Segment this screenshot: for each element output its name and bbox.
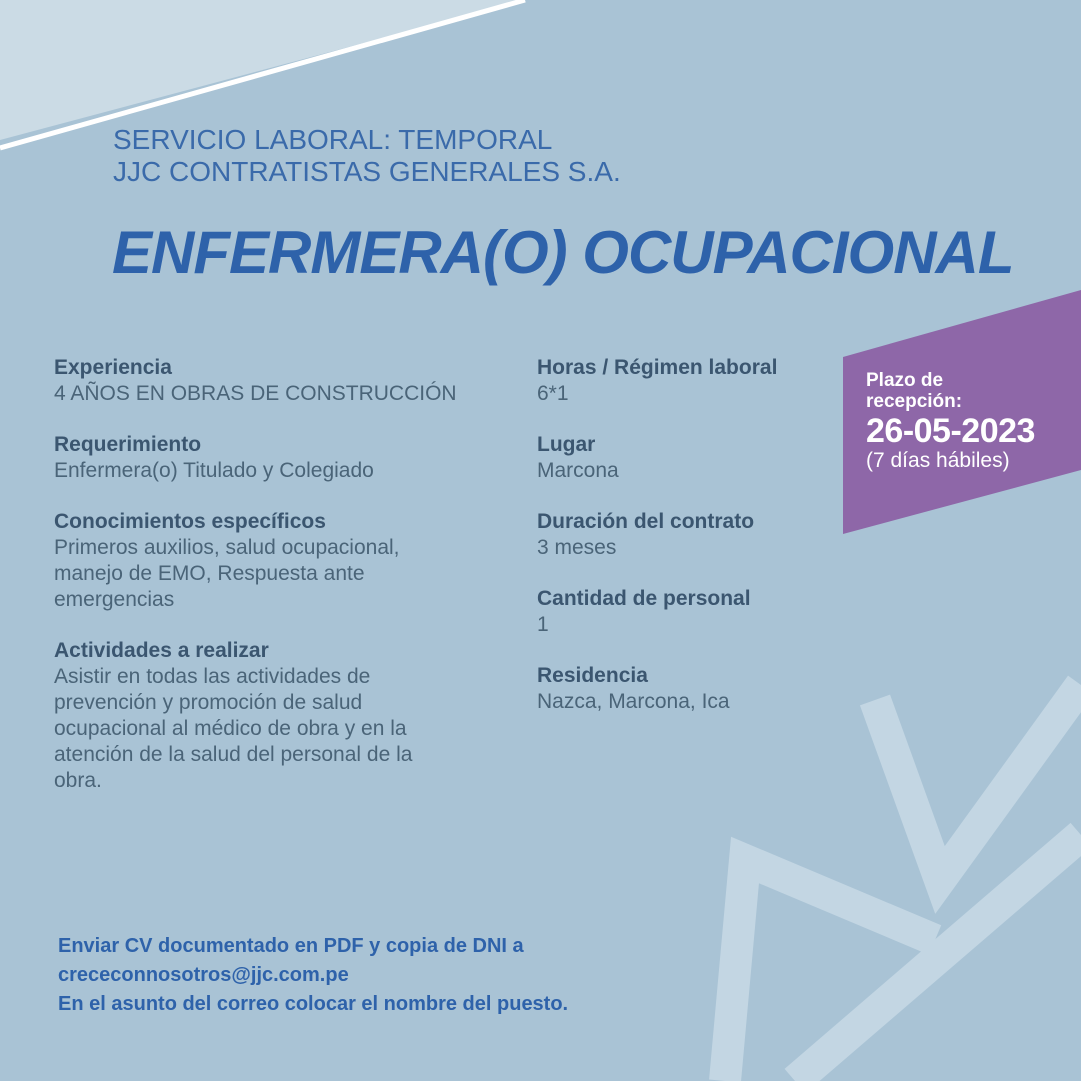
field-lugar — [537, 432, 827, 484]
right-column — [537, 355, 827, 740]
field-actividades — [54, 638, 484, 794]
field-value: 3 meses — [537, 536, 617, 559]
field-residencia — [537, 663, 827, 715]
cross-watermark-icon — [725, 685, 1081, 1081]
field-conocimientos — [54, 509, 484, 613]
field-label: Requerimiento — [54, 433, 202, 456]
field-label: Duración del contrato — [537, 510, 755, 533]
deadline-note: (7 días hábiles) — [866, 449, 1010, 472]
field-horas — [537, 355, 827, 407]
field-value: Nazca, Marcona, Ica — [537, 690, 730, 713]
deadline-badge — [866, 370, 1035, 473]
header — [113, 124, 621, 188]
left-column — [54, 355, 484, 819]
footer-line-subject: En el asunto del correo colocar el nombre del puesto. — [58, 993, 569, 1015]
field-value: 6*1 — [537, 382, 569, 405]
field-label: Conocimientos específicos — [54, 510, 326, 533]
field-label: Horas / Régimen laboral — [537, 356, 778, 379]
field-value: Marcona — [537, 459, 619, 482]
field-label: Experiencia — [54, 356, 172, 379]
field-value: Primeros auxilios, salud ocupacional, manejo de EMO, Respuesta ante emergencias — [54, 536, 400, 611]
contact-email-link[interactable]: crececonnosotros@jjc.com.pe — [58, 964, 349, 986]
field-label: Residencia — [537, 664, 648, 687]
field-duracion — [537, 509, 827, 561]
field-label: Cantidad de personal — [537, 587, 751, 610]
field-value: 4 AÑOS EN OBRAS DE CONSTRUCCIÓN — [54, 382, 457, 405]
field-label: Actividades a realizar — [54, 639, 269, 662]
field-value: Asistir en todas las actividades de prevención y promoción de salud ocupacional al médico de obra y en la atención de la salud del personal de la obra. — [54, 665, 413, 792]
service-type: SERVICIO LABORAL: TEMPORAL — [113, 124, 553, 155]
field-value: Enfermera(o) Titulado y Colegiado — [54, 459, 374, 482]
field-cantidad — [537, 586, 827, 638]
page-title: ENFERMERA(O) OCUPACIONAL — [112, 219, 1014, 286]
field-requerimiento — [54, 432, 484, 484]
field-label: Lugar — [537, 433, 596, 456]
company-name: JJC CONTRATISTAS GENERALES S.A. — [113, 156, 621, 187]
deadline-label: Plazo de recepción: — [866, 370, 963, 412]
deadline-date: 26-05-2023 — [866, 412, 1035, 450]
field-value: 1 — [537, 613, 549, 636]
footer-instructions — [58, 932, 568, 1019]
footer-line-cv: Enviar CV documentado en PDF y copia de DNI a — [58, 935, 524, 957]
field-experiencia — [54, 355, 484, 407]
